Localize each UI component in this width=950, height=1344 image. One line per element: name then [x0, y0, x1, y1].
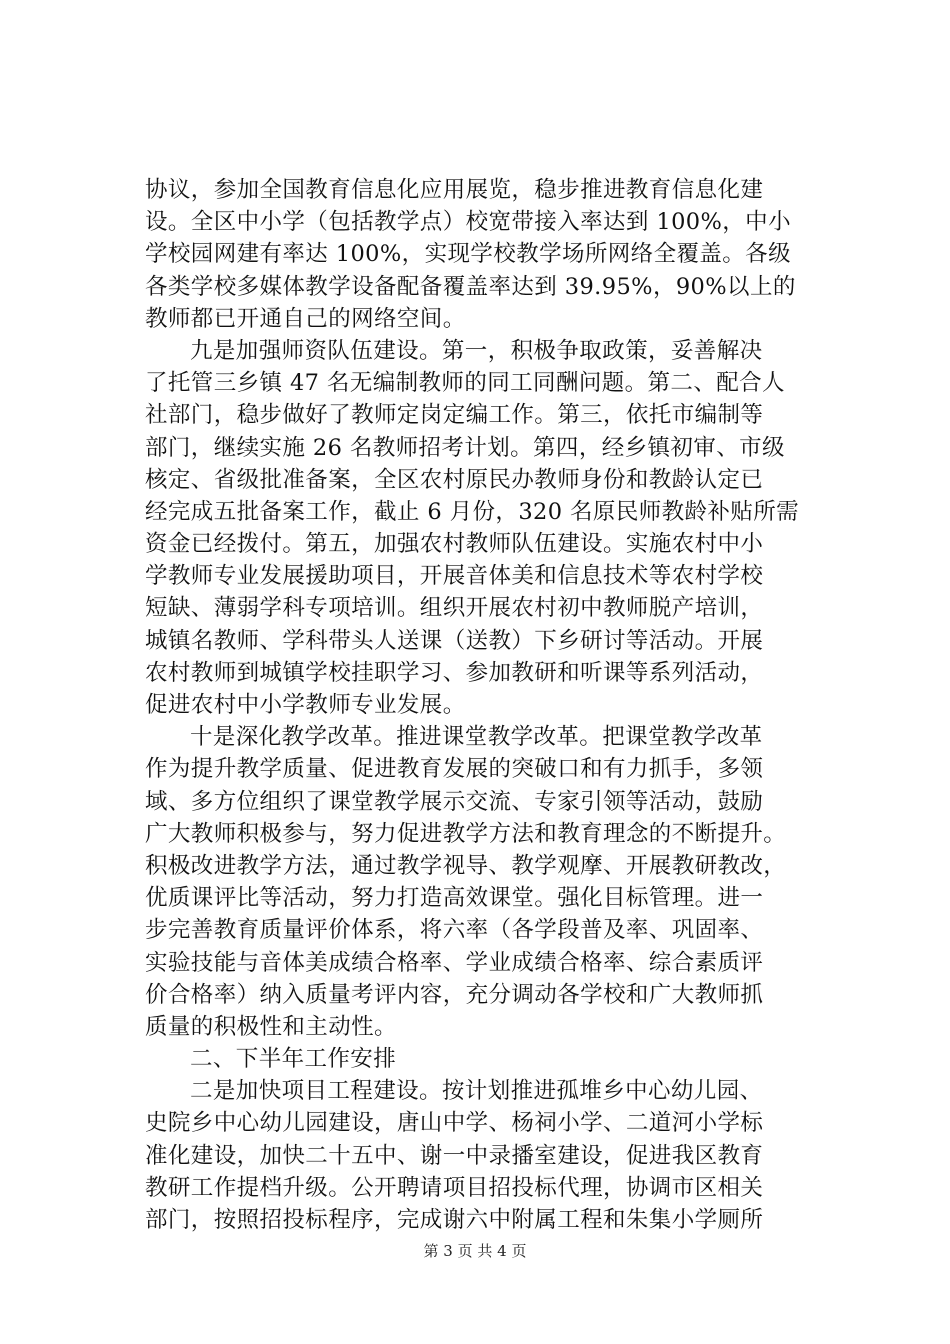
- text-line: 社部门，稳步做好了教师定岗定编工作。第三，依托市编制等: [145, 402, 764, 429]
- text-line: 教师都已开通自己的网络空间。: [145, 305, 466, 332]
- text-line: 广大教师积极参与，努力促进教学方法和教育理念的不断提升。: [145, 820, 787, 847]
- text-line: 短缺、薄弱学科专项培训。组织开展农村初中教师脱产培训，: [145, 595, 764, 622]
- text-line: 二是加快项目工程建设。按计划推进孤堆乡中心幼儿园、: [190, 1078, 763, 1105]
- text-line: 十是深化教学改革。推进课堂教学改革。把课堂教学改革: [190, 724, 763, 751]
- text-line: 九是加强师资队伍建设。第一，积极争取政策，妥善解决: [190, 337, 763, 364]
- text-line: 各类学校多媒体教学设备配备覆盖率达到 39.95%，90%以上的: [145, 273, 796, 300]
- text-line: 域、多方位组织了课堂教学展示交流、专家引领等活动，鼓励: [145, 788, 764, 815]
- text-line: 城镇名教师、学科带头人送课（送教）下乡研讨等活动。开展: [145, 627, 764, 654]
- text-line: 实验技能与音体美成绩合格率、学业成绩合格率、综合素质评: [145, 949, 764, 976]
- text-line: 质量的积极性和主动性。: [145, 1013, 397, 1040]
- text-line: 史院乡中心幼儿园建设，唐山中学、杨祠小学、二道河小学标: [145, 1110, 764, 1137]
- document-body: [145, 174, 845, 1236]
- text-line: 步完善教育质量评价体系，将六率（各学段普及率、巩固率、: [145, 917, 764, 944]
- text-line: 核定、省级批准备案，全区农村原民办教师身份和教龄认定已: [145, 466, 764, 493]
- text-line: 资金已经拨付。第五，加强农村教师队伍建设。实施农村中小: [145, 531, 764, 558]
- text-line: 学教师专业发展援助项目，开展音体美和信息技术等农村学校: [145, 563, 764, 590]
- text-line: 促进农村中小学教师专业发展。: [145, 692, 466, 718]
- text-line: 协议，参加全国教育信息化应用展览，稳步推进教育信息化建: [145, 177, 764, 203]
- text-line: 学校园网建有率达 100%，实现学校教学场所网络全覆盖。各级: [145, 241, 791, 268]
- text-line: 了托管三乡镇 47 名无编制教师的同工同酬问题。第二、配合人: [145, 370, 785, 397]
- page-footer: 第 3 页 共 4 页: [423, 1242, 527, 1260]
- text-line: 作为提升教学质量、促进教育发展的突破口和有力抓手，多领: [145, 756, 764, 783]
- text-line: 设。全区中小学（包括教学点）校宽带接入率达到 100%，中小: [145, 209, 791, 236]
- text-line: 经完成五批备案工作，截止 6 月份，320 名原民师教龄补贴所需: [145, 498, 800, 525]
- text-line: 部门，继续实施 26 名教师招考计划。第四，经乡镇初审、市级: [145, 434, 785, 461]
- text-line: 优质课评比等活动，努力打造高效课堂。强化目标管理。进一: [145, 885, 764, 912]
- text-line: 积极改进教学方法，通过教学视导、教学观摩、开展教研教改，: [145, 852, 787, 879]
- text-line: 农村教师到城镇学校挂职学习、参加教研和听课等系列活动，: [145, 659, 764, 686]
- text-line: 二、下半年工作安排: [190, 1046, 397, 1073]
- text-line: 部门，按照招投标程序，完成谢六中附属工程和朱集小学厕所: [145, 1207, 764, 1233]
- text-line: 准化建设，加快二十五中、谢一中录播室建设，促进我区教育: [145, 1142, 764, 1169]
- text-line: 教研工作提档升级。公开聘请项目招投标代理，协调市区相关: [145, 1174, 764, 1201]
- text-line: 价合格率）纳入质量考评内容，充分调动各学校和广大教师抓: [145, 981, 764, 1008]
